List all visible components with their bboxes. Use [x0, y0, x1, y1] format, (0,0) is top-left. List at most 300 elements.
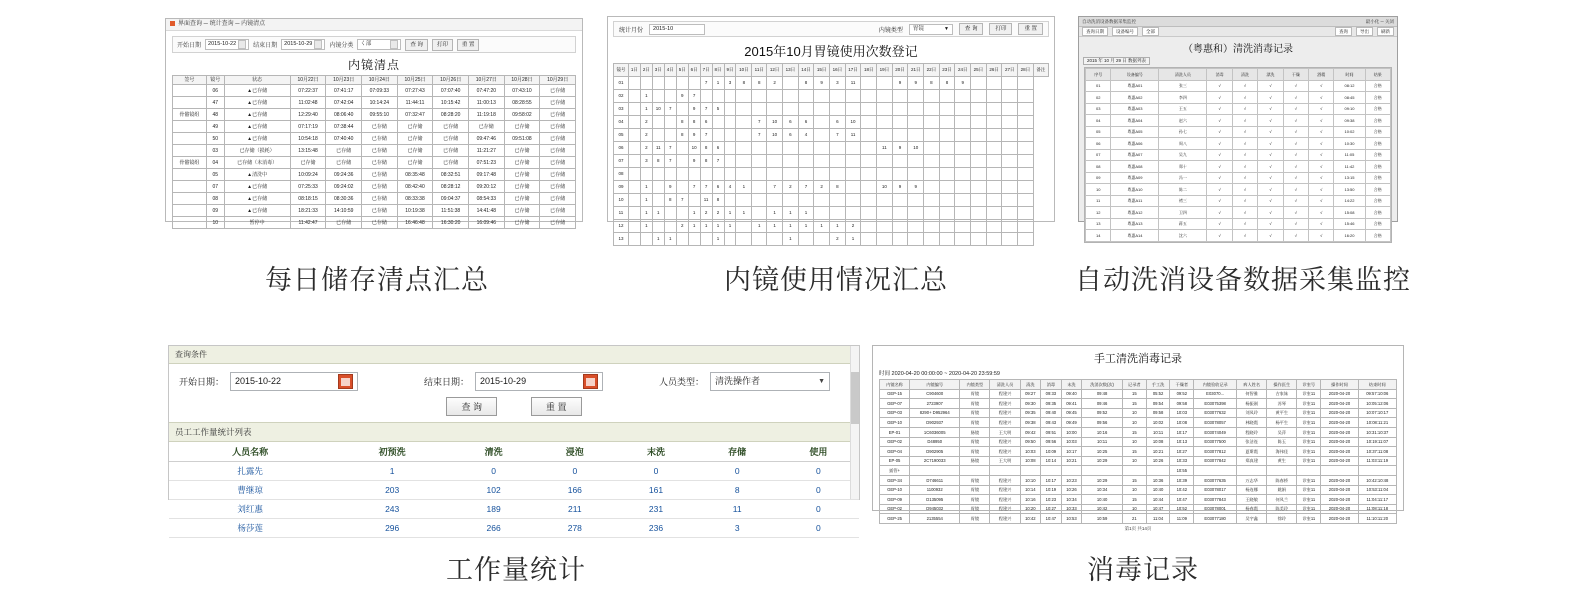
cell-count: 9 [676, 90, 688, 103]
column-header: 诊室号 [1297, 380, 1321, 390]
column-header: 镜号 [614, 64, 629, 77]
cell-count [908, 116, 924, 129]
caption-disinfection: 消毒记录 [1087, 555, 1199, 585]
p2-type-label: 内镜类型 [878, 27, 903, 34]
p1-start-input[interactable]: 2015-10-22 [205, 39, 249, 50]
table-cell: 吉家妹 [1267, 389, 1297, 399]
cell-note [1018, 155, 1034, 168]
column-header: 洗消次数(次) [1082, 380, 1123, 390]
table-cell: 10:00 [1061, 427, 1082, 437]
table-cell: E03070... [1194, 389, 1237, 399]
column-header: 设备编号 [1111, 69, 1159, 81]
table-body [1086, 80, 1391, 241]
table-cell: 何智雅 [1237, 389, 1267, 399]
cell-scope-no: 05 [206, 169, 224, 181]
cell-count: 11 [877, 142, 893, 155]
table-cell: √ [1283, 172, 1308, 184]
table-cell: √ [1283, 115, 1308, 127]
column-header: 清洗人员 [990, 380, 1020, 390]
cell-count: 8 [830, 181, 846, 194]
cell-count [1002, 233, 1018, 246]
column-header: 手工洗 [1146, 380, 1170, 390]
cell-count [688, 77, 700, 90]
table-cell: √ [1258, 126, 1283, 138]
cell-count: 8 [939, 77, 955, 90]
chevron-down-icon[interactable] [390, 40, 398, 49]
table-cell: 胃镜 [960, 389, 990, 399]
table-cell: √ [1207, 230, 1232, 242]
screenshot-disinfection-record [872, 345, 1404, 531]
cell-day: 08:35:48 [397, 169, 433, 181]
p4-reset-button[interactable]: 重 置 [531, 397, 582, 416]
cell-count [798, 194, 814, 207]
table-cell: 03 [1086, 103, 1111, 115]
cell-count: 5 [712, 103, 724, 116]
cell-count [724, 129, 736, 142]
p3-filter-device[interactable]: 设备编号 [1112, 27, 1138, 36]
cell-count: 1 [700, 220, 712, 233]
table-cell: 01 [1086, 80, 1111, 92]
cell-count [830, 142, 846, 155]
table-cell: 2020-04-20 [1321, 447, 1358, 457]
cell-count [971, 129, 987, 142]
cell-count [908, 207, 924, 220]
p3-table [1085, 68, 1391, 242]
p4-person-type-select[interactable]: 清洗操作者 ▼ [710, 372, 830, 391]
cell-scope-no: 12 [614, 220, 629, 233]
screenshot-daily-storage [165, 18, 583, 226]
table-cell: 10 [1122, 456, 1146, 466]
table-cell: √ [1207, 103, 1232, 115]
cell-count: 1 [783, 220, 799, 233]
table-cell: 郑十 [1159, 161, 1207, 173]
column-header: 清洗 [453, 442, 534, 462]
table-cell: E03077635 [1194, 475, 1237, 485]
table-cell: 吴九 [1159, 149, 1207, 161]
cell-count: 8 [752, 77, 767, 90]
table-cell: 09:42 [1020, 427, 1041, 437]
cell-day: 07:43:10 [504, 85, 540, 97]
cell-count [712, 129, 724, 142]
cell-state: ▲已存储 [224, 109, 290, 121]
cell-count [939, 194, 955, 207]
table-cell: 05:52 [1146, 389, 1170, 399]
cell-count [628, 194, 640, 207]
cell-day: 10:19:38 [397, 205, 433, 217]
table-cell: 09:43 [1041, 418, 1062, 428]
table-cell: 程晓玲 [1237, 427, 1267, 437]
cell-count [676, 207, 688, 220]
table-row [880, 514, 1397, 524]
p5-time-range [873, 369, 1403, 379]
cell-count: 7 [700, 129, 712, 142]
cell-day: 已存储 [504, 217, 540, 229]
table-cell: 14:22 [1334, 195, 1365, 207]
table-cell: 2020-04-20 [1321, 389, 1358, 399]
cell-count: 1 [688, 207, 700, 220]
cell-count [971, 233, 987, 246]
cell-count [652, 181, 664, 194]
table-cell: 杨春霞 [1237, 504, 1267, 514]
cell-count [1002, 142, 1018, 155]
table-cell: 10:53 [1061, 514, 1082, 524]
p4-start-date-input[interactable]: 2015-10-22 [230, 372, 358, 391]
cell-count [861, 233, 877, 246]
p4-end-date-input[interactable]: 2015-10-29 [475, 372, 603, 391]
p2-type-select[interactable]: 胃镜 ▼ [909, 24, 953, 35]
cell-count [1002, 181, 1018, 194]
cell-day: 09:51:08 [504, 133, 540, 145]
cell-count: 9 [688, 129, 700, 142]
cell-day: 已存储 [504, 181, 540, 193]
p1-query-button[interactable]: 查 询 [405, 39, 428, 51]
table-cell: 诊室11 [1297, 408, 1321, 418]
cell-day: 已存储 [540, 85, 576, 97]
table-row [880, 466, 1397, 476]
table-cell: 09:58 [1146, 408, 1170, 418]
p1-print-button[interactable]: 打印 [432, 39, 453, 51]
table-cell: 杨连娜 [1237, 485, 1267, 495]
column-header-note: 备注 [1033, 64, 1048, 77]
p3-refresh-button[interactable]: 刷新 [1377, 27, 1394, 36]
cell-count [700, 233, 712, 246]
chevron-down-icon[interactable]: ▼ [818, 378, 826, 385]
column-header: 8日 [712, 64, 724, 77]
calendar-icon[interactable] [583, 374, 598, 389]
table-row [1086, 138, 1391, 150]
table-cell: √ [1309, 172, 1334, 184]
calendar-icon[interactable] [338, 374, 353, 389]
cell-day: 12:29:40 [290, 109, 326, 121]
table-cell: 10:08 [1146, 437, 1170, 447]
table-cell: 2135554 [910, 514, 960, 524]
table-cell: 10:03 [1061, 437, 1082, 447]
p3-window-titlebar [1079, 17, 1397, 27]
cell-count [724, 116, 736, 129]
cell-count [892, 103, 908, 116]
cell-count [908, 233, 924, 246]
cell-count [955, 194, 971, 207]
table-cell: GEP-25 [880, 514, 910, 524]
cell-count [845, 90, 861, 103]
cell-count [924, 116, 940, 129]
table-cell: 胃镜 [960, 437, 990, 447]
table-cell: 程建兴 [990, 418, 1020, 428]
table-cell: √ [1309, 207, 1334, 219]
table-cell: 10:42 [1170, 485, 1194, 495]
cell-day: 09:47:46 [468, 133, 504, 145]
cell-state: ▲已存储 [224, 193, 290, 205]
table-cell: 10:09 [1041, 447, 1062, 457]
p4-vertical-scrollbar[interactable] [850, 346, 859, 499]
table-cell: √ [1232, 207, 1257, 219]
cell-count: 1 [798, 220, 814, 233]
cell-count: 166 [534, 481, 615, 500]
cell-count: 0 [778, 500, 859, 519]
p2-query-button[interactable]: 查 询 [959, 23, 984, 35]
table-cell: 诊室11 [1297, 504, 1321, 514]
table-row [1086, 103, 1391, 115]
cell-count [752, 233, 767, 246]
p2-month-input[interactable]: 2015-10 [649, 24, 705, 35]
cell-count [986, 220, 1002, 233]
cell-day: 11:00:13 [468, 97, 504, 109]
p3-filter-all[interactable]: 全部 [1142, 27, 1159, 36]
table-cell: 10:42 [1020, 514, 1041, 524]
column-header: 末洗 [615, 442, 696, 462]
p1-type-select[interactable]: く部 [357, 39, 401, 50]
cell-count [814, 194, 830, 207]
cell-group: 骨骼镜组 [173, 157, 207, 169]
cell-count [877, 103, 893, 116]
cell-count [814, 90, 830, 103]
cell-day: 07:41:17 [326, 85, 362, 97]
table-cell: 2020-04-20 [1321, 485, 1358, 495]
table-cell [1146, 466, 1170, 476]
cell-scope-no: 06 [206, 85, 224, 97]
table-row [173, 181, 576, 193]
cell-state: ▲已存储 [224, 205, 290, 217]
table-row [614, 233, 1049, 246]
cell-day: 07:09:33 [362, 85, 398, 97]
table-cell: EP-01 [880, 427, 910, 437]
table-cell: 胃镜 [960, 514, 990, 524]
p1-title: 内镜清点 [347, 58, 400, 72]
cell-count: 10 [845, 116, 861, 129]
table-row [169, 500, 859, 519]
scroll-thumb[interactable] [851, 372, 859, 424]
table-cell: √ [1232, 195, 1257, 207]
cell-day: 11:21:27 [468, 145, 504, 157]
p2-print-button[interactable]: 打印 [989, 23, 1012, 35]
table-cell: 16:20 [1334, 230, 1365, 242]
table-cell: 09:58 [1170, 399, 1194, 409]
cell-count [939, 168, 955, 181]
cell-count: 1 [640, 220, 652, 233]
column-header: 记录者 [1122, 380, 1146, 390]
cell-count [877, 233, 893, 246]
cell-count: 6 [830, 116, 846, 129]
cell-count [814, 207, 830, 220]
table-cell: √ [1283, 80, 1308, 92]
table-cell: 海伟佳 [1267, 447, 1297, 457]
cell-count: 6 [712, 181, 724, 194]
table-row [173, 193, 576, 205]
p2-month-label: 统计月份 [619, 27, 644, 34]
cell-count [628, 220, 640, 233]
column-header: 19日 [877, 64, 893, 77]
table-row [880, 456, 1397, 466]
table-cell: GEP-02 [880, 504, 910, 514]
cell-count [676, 77, 688, 90]
cell-count [640, 168, 652, 181]
cell-count: 7 [752, 116, 767, 129]
cell-day: 08:28:20 [433, 109, 469, 121]
table-cell: 09:50 [1020, 437, 1041, 447]
table-cell: 诊室11 [1297, 456, 1321, 466]
table-cell: 08:45 [1334, 92, 1365, 104]
cell-count: 7 [752, 129, 767, 142]
table-cell: 诊室11 [1297, 437, 1321, 447]
cell-count [924, 233, 940, 246]
table-cell: 10:11 [1082, 437, 1123, 447]
table-cell: 09 [1086, 172, 1111, 184]
cell-day: 08:06:40 [326, 109, 362, 121]
cell-count [628, 77, 640, 90]
cell-count: 4 [798, 129, 814, 142]
table-cell: 2020-04-20 [1321, 437, 1358, 447]
table-cell: 卫四 [1159, 207, 1207, 219]
cell-day: 07:25:33 [290, 181, 326, 193]
cell-count [892, 207, 908, 220]
cell-count [986, 142, 1002, 155]
table-cell: 孙七 [1159, 126, 1207, 138]
cell-day: 08:33:38 [397, 193, 433, 205]
cell-state: 暂停中 [224, 217, 290, 229]
table-cell: √ [1207, 207, 1232, 219]
table-cell: 09:52 [1082, 408, 1123, 418]
table-cell: E03074049 [1194, 427, 1237, 437]
cell-count [814, 168, 830, 181]
cell-count [736, 168, 752, 181]
cell-count [955, 129, 971, 142]
cell-count: 7 [664, 155, 676, 168]
cell-count [798, 155, 814, 168]
table-cell: 王大明 [990, 456, 1020, 466]
cell-day: 已存储 [540, 205, 576, 217]
cell-count: 1 [736, 181, 752, 194]
table-cell: √ [1232, 230, 1257, 242]
cell-count [861, 194, 877, 207]
cell-day: 09:58:02 [504, 109, 540, 121]
cell-count [861, 129, 877, 142]
table-cell: D902937 [910, 418, 960, 428]
cell-count [628, 155, 640, 168]
table-cell [1321, 466, 1358, 476]
chevron-down-icon[interactable]: ▼ [943, 25, 949, 32]
cell-count [955, 155, 971, 168]
calendar-icon[interactable] [238, 40, 246, 49]
cell-scope-no: 13 [614, 233, 629, 246]
cell-count: 1 [640, 103, 652, 116]
table-cell: √ [1283, 161, 1308, 173]
cell-count [955, 116, 971, 129]
table-cell: √ [1232, 161, 1257, 173]
table-cell: 程建兴 [990, 399, 1020, 409]
cell-count [724, 155, 736, 168]
cell-count [861, 207, 877, 220]
p3-query-button[interactable]: 查询 [1335, 27, 1352, 36]
cell-count [688, 233, 700, 246]
cell-count: 7 [700, 77, 712, 90]
table-cell: 1C6036005 [910, 427, 960, 437]
table-cell [1297, 466, 1321, 476]
table-header-row [1086, 69, 1391, 81]
table-row [173, 145, 576, 157]
cell-count [986, 207, 1002, 220]
table-cell: 15 [1122, 427, 1146, 437]
p1-end-input[interactable]: 2015-10-29 [281, 39, 325, 50]
p5-time-value: 2020-04-20 00:00:00 ~ 2020-04-20 23:59:59 [891, 371, 1000, 377]
cell-count [986, 129, 1002, 142]
cell-count [783, 142, 799, 155]
cell-day: 07:47:20 [468, 85, 504, 97]
table-cell: 10:42 [1082, 504, 1123, 514]
p3-subnote-text: 2015 年 10 月 29 日 数据列表 [1083, 57, 1150, 65]
p3-title: （粤惠和）清洗消毒记录 [1183, 44, 1293, 55]
cell-count [814, 129, 830, 142]
cell-count [845, 103, 861, 116]
table-cell: 2020-04-20 [1321, 495, 1358, 505]
cell-count: 1 [640, 194, 652, 207]
cell-count: 1 [798, 207, 814, 220]
p2-reset-button[interactable]: 重 置 [1018, 23, 1043, 35]
cell-count [908, 90, 924, 103]
cell-count: 2 [640, 116, 652, 129]
table-cell: 合格 [1365, 115, 1390, 127]
table-cell: 10:08:11:21 [1358, 418, 1396, 428]
cell-day: 09:17:48 [468, 169, 504, 181]
cell-count [676, 103, 688, 116]
cell-count: 8 [712, 194, 724, 207]
cell-count [924, 181, 940, 194]
table-row [880, 495, 1397, 505]
cell-count [1002, 77, 1018, 90]
table-cell: 程建兴 [990, 495, 1020, 505]
cell-count: 8 [676, 129, 688, 142]
table-cell: 粤惠A03 [1111, 103, 1159, 115]
p3-filter-date[interactable]: 查询日期 [1082, 27, 1108, 36]
cell-count: 0 [778, 481, 859, 500]
cell-count [736, 220, 752, 233]
table-cell: 程建兴 [990, 389, 1020, 399]
table-cell: E03077843 [1194, 495, 1237, 505]
cell-count [877, 129, 893, 142]
cell-scope-no: 50 [206, 133, 224, 145]
cell-count: 8 [736, 77, 752, 90]
table-cell: 合格 [1365, 149, 1390, 161]
cell-note [1018, 90, 1034, 103]
cell-count [767, 142, 783, 155]
p4-query-button[interactable]: 查 询 [446, 397, 497, 416]
table-row [614, 90, 1049, 103]
calendar-icon[interactable] [314, 40, 322, 49]
window-controls-icon[interactable]: 最小化 ─ 关闭 [1365, 19, 1394, 24]
cell-count [924, 142, 940, 155]
cell-count [892, 233, 908, 246]
cell-count: 1 [712, 220, 724, 233]
table-cell: 12 [1086, 207, 1111, 219]
cell-count [861, 116, 877, 129]
table-cell: 陈二 [1159, 184, 1207, 196]
cell-count [783, 77, 799, 90]
column-header: 序号 [1086, 69, 1111, 81]
table-row [173, 97, 576, 109]
table-cell: 15 [1122, 389, 1146, 399]
table-cell: 10:23 [1061, 475, 1082, 485]
table-row [880, 475, 1397, 485]
table-cell: √ [1207, 161, 1232, 173]
p1-start-label: 开始日期 [177, 43, 202, 49]
table-body [614, 77, 1049, 246]
p3-export-button[interactable]: 导出 [1356, 27, 1373, 36]
cell-note [1018, 116, 1034, 129]
table-cell: 胃镜 [960, 447, 990, 457]
table-cell: 10:07:10:17 [1358, 408, 1396, 418]
cell-count [652, 77, 664, 90]
cell-state: ▲已存储 [224, 121, 290, 133]
p1-reset-button[interactable]: 重 置 [457, 39, 480, 51]
